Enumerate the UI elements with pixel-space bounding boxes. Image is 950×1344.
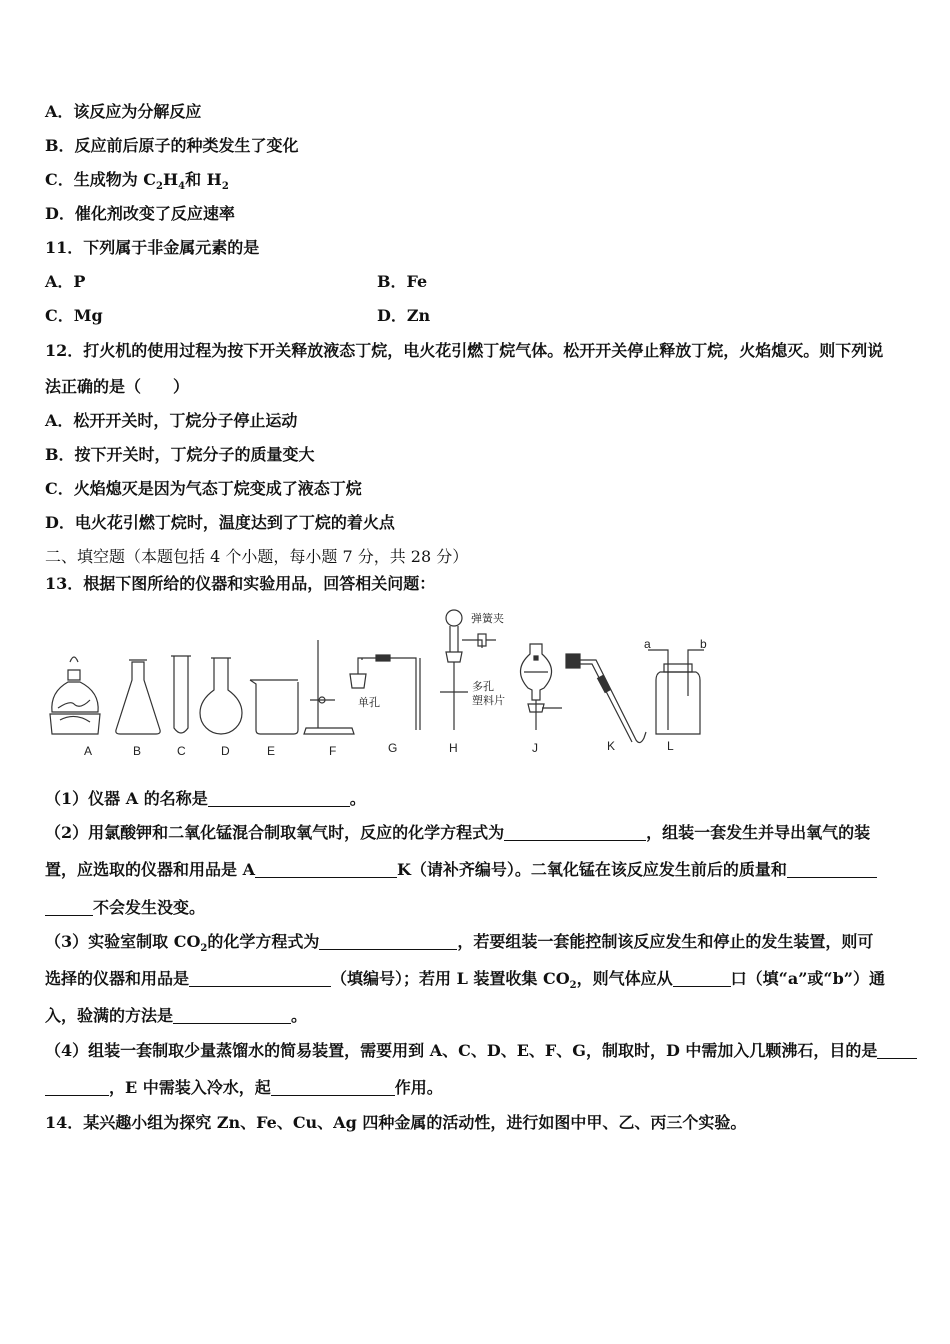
q13-part4-line2 — [45, 1078, 443, 1098]
label-G: G — [388, 741, 398, 755]
q12-stem-line2: 法正确的是（ ） — [45, 377, 190, 396]
q13-p2-l2-mid: K（请补齐编号）。二氧化锰在该反应发生前后的质量和 — [397, 860, 787, 879]
answer-blank-5[interactable] — [319, 933, 457, 950]
label-K: K — [607, 739, 616, 753]
q11-stem: 11．下列属于非金属元素的是 — [45, 238, 260, 257]
q12-stem-line1: 12．打火机的使用过程为按下开关释放液态丁烷，电火花引燃丁烷气体。松开开关停止释放丁烷，火焰熄灭。则下列说 — [45, 341, 884, 360]
q10-c-sub-4: 4 — [178, 181, 186, 193]
label-single-hole: 单孔 — [358, 696, 380, 709]
label-spring-clip: 弹簧夹 — [471, 612, 504, 625]
label-F: F — [329, 744, 337, 758]
iron-stand-F — [304, 640, 354, 734]
beaker-E — [250, 680, 298, 734]
answer-blank-3[interactable] — [255, 861, 397, 878]
label-L: L — [667, 739, 674, 753]
q13-p2-l2-pre: 置，应选取的仪器和用品是 A — [45, 860, 255, 879]
q13-part2-line1 — [45, 823, 870, 843]
q10-c-sub-2b: 2 — [221, 181, 229, 193]
label-porous-2: 塑料片 — [472, 694, 505, 707]
label-port-a: a — [644, 637, 651, 651]
q13-p3-l1-pre: （3）实验室制取 CO — [45, 932, 201, 951]
q10-option-b: B．反应前后原子的种类发生了变化 — [45, 136, 299, 155]
q13-p2-l3-post: 不会发生没变。 — [93, 898, 206, 917]
answer-blank-4-cont[interactable] — [45, 899, 93, 916]
bent-tube-K — [566, 654, 646, 743]
q10-option-d: D．催化剂改变了反应速率 — [45, 204, 235, 223]
test-tube-C — [171, 656, 191, 733]
q13-part2-line3 — [45, 898, 205, 918]
q11-option-d: D．Zn — [377, 306, 431, 325]
label-A: A — [84, 744, 93, 758]
q10-c-h: H — [163, 170, 179, 189]
q13-p3-l2-mid: （填编号）；若用 L 装置收集 CO — [331, 969, 570, 988]
q13-p4-l2-post: 作用。 — [394, 1078, 443, 1097]
q13-p2-l1-post: ，组装一套发生并导出氧气的装 — [646, 823, 871, 842]
q11-option-c: C．Mg — [45, 306, 103, 325]
q13-stem: 13．根据下图所给的仪器和实验用品，回答相关问题： — [45, 574, 436, 593]
answer-blank-1[interactable] — [208, 790, 350, 807]
q10-c-and: 和 H — [185, 170, 222, 189]
answer-blank-9-cont[interactable] — [45, 1079, 109, 1096]
q12-option-d: D．电火花引燃丁烷时，温度达到了丁烷的着火点 — [45, 513, 395, 532]
label-port-b: b — [700, 637, 707, 651]
alcohol-lamp-A — [50, 657, 100, 734]
gas-bottle-L — [648, 650, 704, 734]
label-D: D — [221, 744, 230, 758]
label-C: C — [177, 744, 186, 758]
q10-c-text: C．生成物为 C — [45, 170, 157, 189]
section-heading: 二、填空题（本题包括 4 个小题，每小题 7 分，共 28 分） — [45, 547, 469, 566]
q13-part3-line3 — [45, 1006, 307, 1026]
q13-p3-l1-post: ，若要组装一套能控制该反应发生和停止的发生装置，则可 — [457, 932, 874, 951]
q13-p3-l2-mid2: ，则气体应从 — [576, 969, 673, 988]
answer-blank-10[interactable] — [271, 1079, 395, 1096]
q13-p3-l1-sub: 2 — [200, 943, 208, 955]
label-H: H — [449, 741, 458, 755]
label-porous-1: 多孔 — [472, 680, 494, 693]
answer-blank-7[interactable] — [673, 970, 731, 987]
q14-stem: 14．某兴趣小组为探究 Zn、Fe、Cu、Ag 四种金属的活动性，进行如图中甲、乙、丙三个实验。 — [45, 1113, 747, 1132]
q11-option-a: A．P — [45, 272, 86, 291]
q13-part3-line2 — [45, 969, 885, 996]
conical-flask-B — [116, 660, 160, 734]
answer-blank-2[interactable] — [504, 824, 646, 841]
round-flask-D — [200, 658, 242, 734]
q13-p3-l3-post: 。 — [291, 1006, 308, 1025]
q13-part2-line2 — [45, 860, 877, 880]
q10-option-c — [45, 170, 229, 197]
q10-option-a: A．该反应为分解反应 — [45, 102, 202, 121]
label-J: J — [532, 741, 538, 755]
q13-p3-l3-pre: 入，验满的方法是 — [45, 1006, 174, 1025]
answer-blank-8[interactable] — [173, 1007, 291, 1024]
q11-option-b: B．Fe — [377, 272, 428, 291]
q12-option-a: A．松开开关时，丁烷分子停止运动 — [45, 411, 298, 430]
q13-p2-l1-pre: （2）用氯酸钾和二氧化锰混合制取氧气时，反应的化学方程式为 — [45, 823, 505, 842]
q13-p3-l2-post: 口（填“a”或“b”）通 — [730, 969, 886, 988]
label-E: E — [267, 744, 276, 758]
q10-c-sub-2: 2 — [156, 181, 164, 193]
answer-blank-6[interactable] — [189, 970, 331, 987]
q12-option-c: C．火焰熄灭是因为气态丁烷变成了液态丁烷 — [45, 479, 362, 498]
q13-p3-l2-pre: 选择的仪器和用品是 — [45, 969, 190, 988]
q13-part1 — [45, 789, 366, 809]
q12-option-b: B．按下开关时，丁烷分子的质量变大 — [45, 445, 315, 464]
answer-blank-4[interactable] — [787, 861, 877, 878]
q13-p4-l1-pre: （4）组装一套制取少量蒸馏水的简易装置，需要用到 A、C、D、E、F、G，制取时，D 中需加入几颗沸石，目的是 — [45, 1041, 878, 1060]
q13-p1-end: 。 — [349, 789, 366, 808]
separatory-funnel-J — [520, 644, 562, 730]
q13-apparatus-figure — [40, 600, 720, 765]
q13-p3-l2-sub: 2 — [569, 980, 577, 992]
q13-p3-l1-mid: 的化学方程式为 — [207, 932, 320, 951]
label-B: B — [133, 744, 142, 758]
q13-p4-l2-mid: ，E 中需装入冷水，起 — [109, 1078, 271, 1097]
answer-blank-9[interactable] — [877, 1042, 917, 1059]
stopper-tube-G — [350, 655, 420, 730]
q13-p1-text: （1）仪器 A 的名称是 — [45, 789, 208, 808]
funnel-setup-H — [440, 610, 496, 730]
q13-part4-line1 — [45, 1041, 917, 1061]
q13-part3-line1 — [45, 932, 873, 959]
